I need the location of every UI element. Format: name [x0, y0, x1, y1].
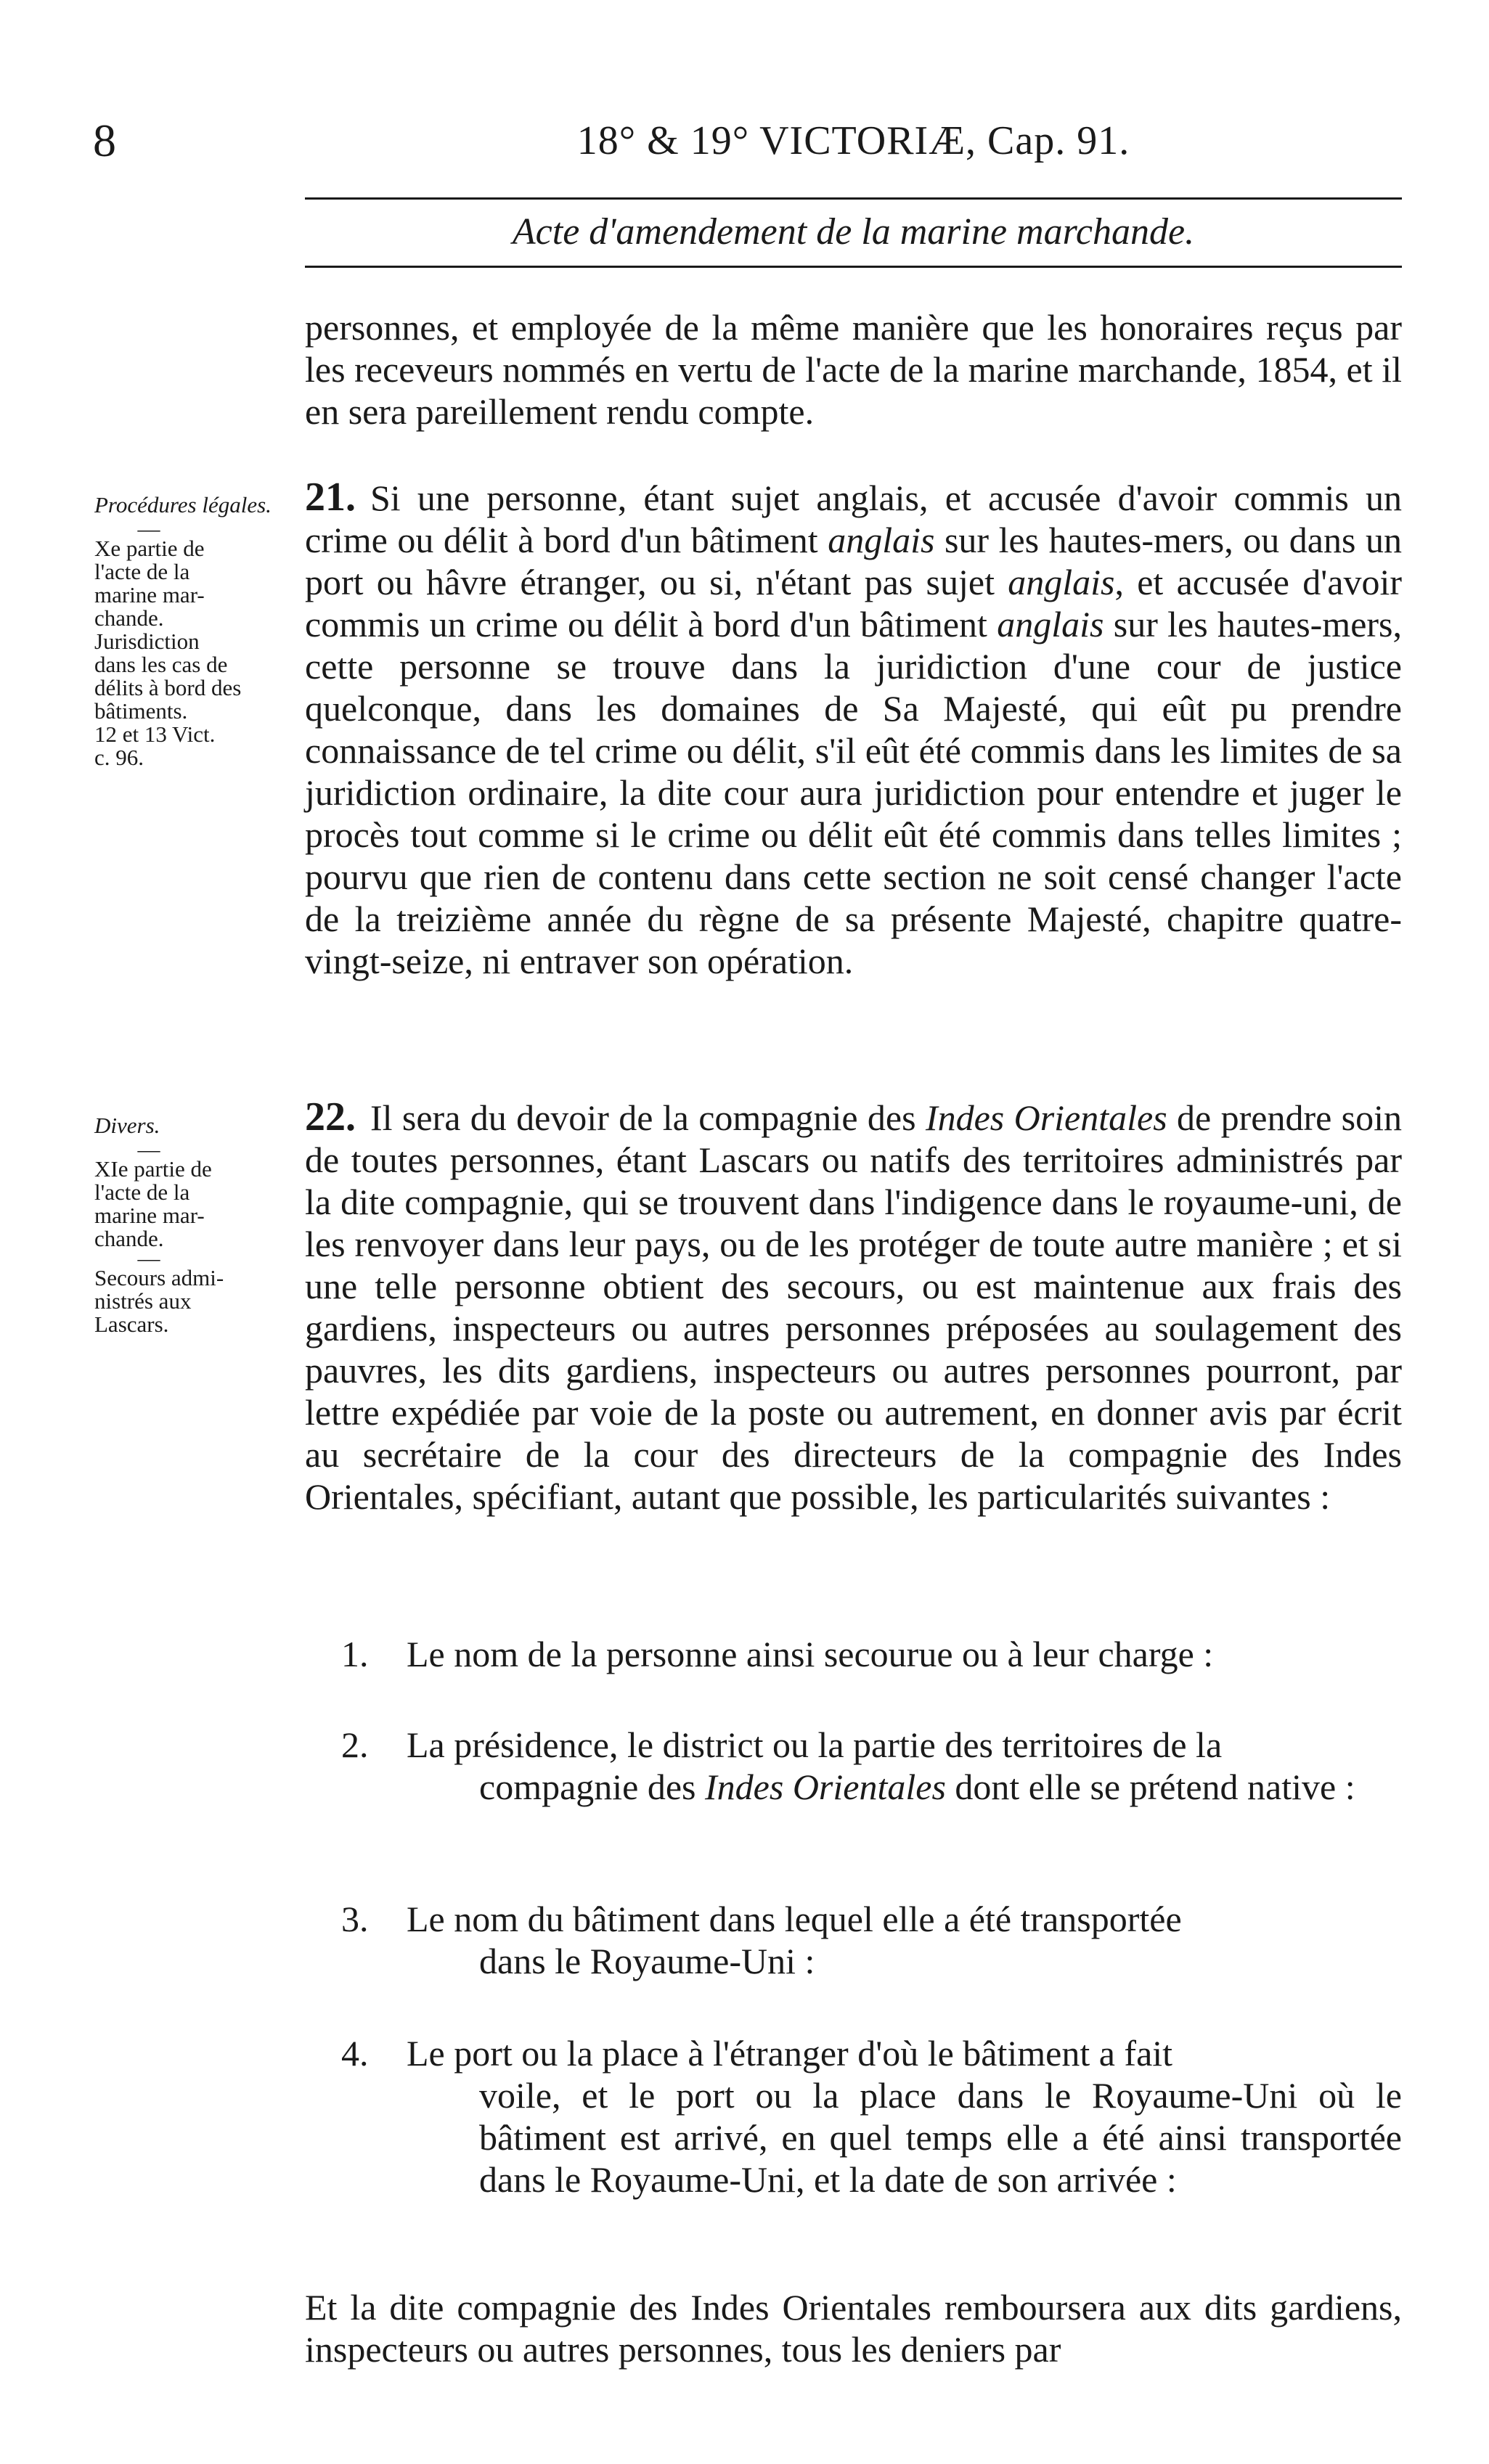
margin-line: XIe partie de — [94, 1156, 212, 1182]
margin-note-22 — [94, 1114, 283, 1336]
item-text: compagnie des — [479, 1767, 706, 1807]
item-text: Le nom du bâtiment dans lequel elle a été transportée — [407, 1899, 1182, 1939]
item-number: 4. — [341, 2033, 369, 2074]
running-title: 18° & 19° VICTORIÆ, Cap. 91. — [576, 118, 1130, 163]
margin-line: marine mar- — [94, 1203, 205, 1228]
margin-dash: — — [137, 1245, 160, 1271]
section-number: 21. — [305, 475, 356, 520]
section-text: sur les hautes-mers, ou dans un port ou hâvre étranger, ou si, n'étant pas sujet — [305, 520, 1402, 602]
opening-paragraph: personnes, et employée de la même manière que les honoraires reçus par les receveurs nommés en vertu de l'acte de la marine marchande, 1854, et il en sera pareillement rendu compte. — [305, 307, 1402, 432]
margin-line: délits à bord des — [94, 675, 242, 700]
section-italic: anglais — [1008, 562, 1115, 602]
margin-heading: Procédures légales. — [94, 492, 272, 517]
margin-line: marine mar- — [94, 582, 205, 607]
margin-line: Jurisdiction — [94, 629, 200, 654]
margin-line: l'acte de la — [94, 559, 190, 584]
margin-line: Secours admi- — [94, 1265, 224, 1290]
margin-dash: — — [137, 516, 160, 541]
margin-line: chande. — [94, 605, 164, 631]
margin-heading: Divers. — [94, 1113, 160, 1138]
margin-line: l'acte de la — [94, 1179, 190, 1205]
margin-line: nistrés aux — [94, 1288, 192, 1314]
section-italic: anglais — [997, 604, 1104, 644]
item-text: La présidence, le district ou la partie des territoires de la — [407, 1724, 1223, 1765]
section-text: , et accusée d'avoir commis un crime ou délit à bord d'un bâtiment — [305, 562, 1402, 644]
item-text: Le nom de la personne ainsi secourue ou à leur charge : — [407, 1634, 1214, 1674]
header-rule-top — [305, 197, 1402, 200]
item-number: 2. — [341, 1724, 369, 1765]
section-italic: Indes Orientales — [925, 1097, 1167, 1138]
section-text: sur les hautes-mers, cette personne se trouve dans la juridiction d'une cour de justice quelconque, dans les domaines de Sa Majesté, qui eût pu prendre connaissance de tel crime ou délit, s'il eût été commis dans les limites de sa juridiction ordinaire, la dite cour aura juridiction pour entendre et juger le procès tout comme si le crime ou délit eût été commis dans telles limites ; pourvu que rien de contenu dans cette section ne soit censé changer l'acte de la treizième année du règne de sa présente Majesté, chapitre quatre-vingt-seize, ni entraver son opération. — [305, 604, 1402, 981]
margin-note-21 — [94, 494, 283, 769]
margin-line: dans les cas de — [94, 652, 228, 677]
item-italic: Indes Orientales — [705, 1767, 946, 1807]
margin-line: 12 et 13 Vict. — [94, 721, 216, 747]
margin-line: Lascars. — [94, 1311, 169, 1337]
item-continuation: voile, et le port ou la place dans le Royaume-Uni où le bâtiment est arrivé, en quel temps elle a été ainsi transportée dans le Royaume-Uni, et la date de son arrivée : — [479, 2075, 1402, 2200]
item-text: Le port ou la place à l'étranger d'où le bâtiment a fait — [407, 2033, 1173, 2074]
item-continuation — [341, 1766, 1402, 1808]
margin-line: bâtiments. — [94, 698, 188, 724]
item-text: dont elle se prétend native : — [945, 1767, 1355, 1807]
item-number: 1. — [341, 1634, 369, 1674]
act-subtitle: Acte d'amendement de la marine marchande. — [512, 211, 1195, 253]
section-text: Si une personne, étant sujet anglais, et accusée d'avoir commis un crime ou délit à bord d'un bâtiment — [305, 478, 1402, 560]
header-rule-bottom — [305, 266, 1402, 268]
page-number: 8 — [93, 115, 116, 166]
section-text: de prendre soin de toutes personnes, étant Lascars ou natifs des territoires administrés par la dite compagnie, qui se trouvent dans l'indigence dans le royaume-uni, de les renvoyer dans leur pays, ou de les protéger de toute autre manière ; et si une telle personne obtient des secours, ou est maintenue aux frais des gardiens, inspecteurs ou autres personnes préposées au soulagement des pauvres, les dits gardiens, inspecteurs ou autres personnes pourront, par lettre expédiée par voie de la poste ou autrement, en donner avis par écrit au secrétaire de la cour des directeurs de la compagnie des Indes Orientales, spécifiant, autant que possible, les particularités suivantes : — [305, 1097, 1402, 1517]
item-number: 3. — [341, 1899, 369, 1939]
section-text: Il sera du devoir de la compagnie des — [370, 1097, 926, 1138]
list-item-1 — [341, 1633, 1402, 1675]
margin-line: chande. — [94, 1226, 164, 1251]
margin-line: Xe partie de — [94, 536, 205, 561]
closing-paragraph: Et la dite compagnie des Indes Orientales remboursera aux dits gardiens, inspecteurs ou autres personnes, tous les deniers par — [305, 2287, 1402, 2370]
section-italic: anglais — [828, 520, 935, 560]
section-22 — [305, 1096, 1402, 1518]
list-item-4 — [341, 2032, 1402, 2201]
list-item-2 — [341, 1724, 1402, 1808]
item-continuation: dans le Royaume-Uni : — [479, 1941, 815, 1981]
margin-dash: — — [137, 1137, 160, 1162]
margin-line: c. 96. — [94, 745, 144, 770]
section-number: 22. — [305, 1094, 356, 1139]
list-item-3 — [341, 1898, 1402, 1982]
section-21 — [305, 476, 1402, 982]
